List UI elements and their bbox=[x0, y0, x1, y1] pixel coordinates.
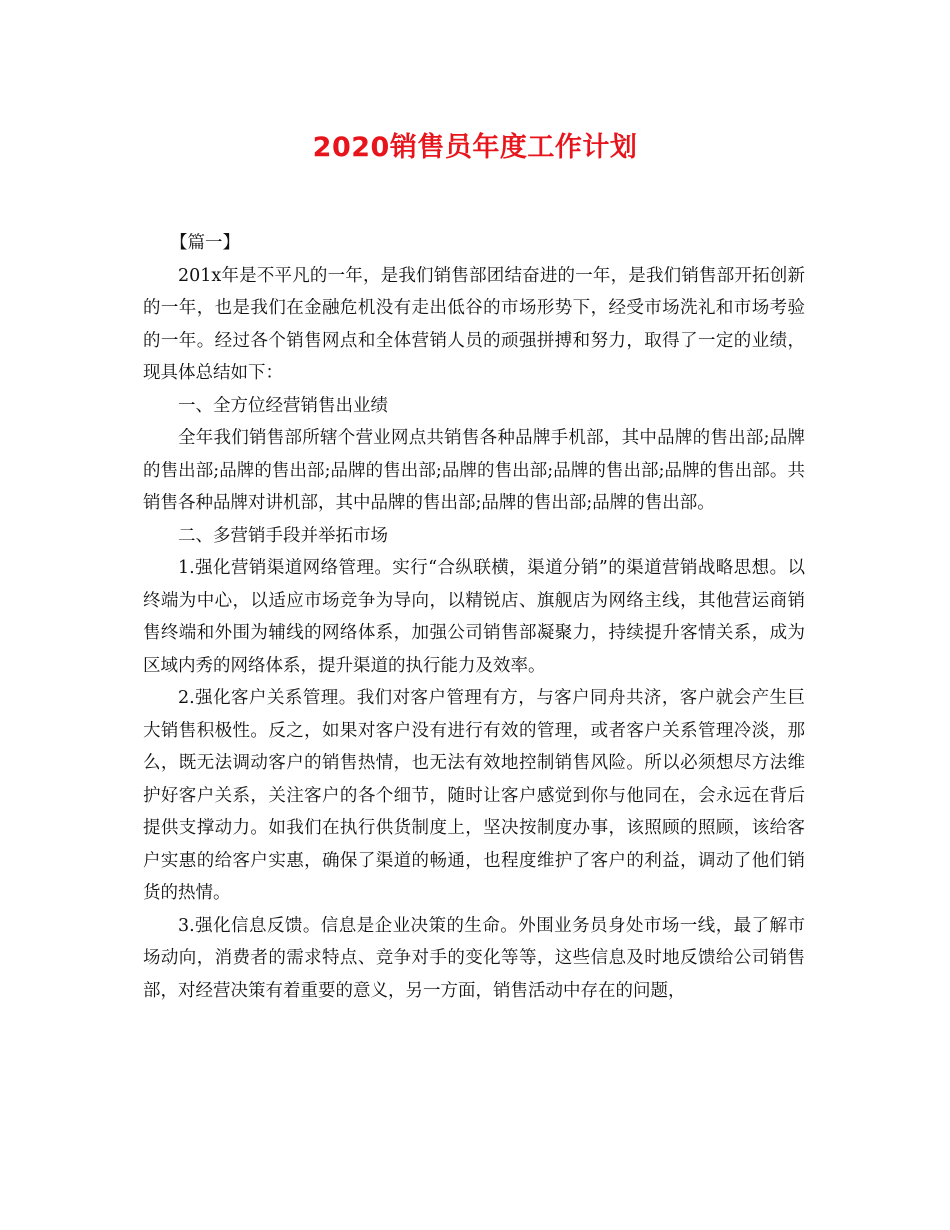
paragraph-intro: 201x年是不平凡的一年，是我们销售部团结奋进的一年，是我们销售部开拓创新的一年，也是我们在金融危机没有走出低谷的市场形势下，经受市场洗礼和市场考验的一年。经过各个销售网点和全体营销人员的顽强拼搏和努力，取得了一定的业绩，现具体总结如下： bbox=[143, 265, 805, 383]
document-title: 2020销售员年度工作计划 bbox=[312, 132, 638, 163]
heading-section-1: 一、全方位经营销售出业绩 bbox=[178, 395, 388, 416]
paragraph-sales-summary: 全年我们销售部所辖个营业网点共销售各种品牌手机部，其中品牌的售出部;品牌的售出部;品牌的售出部;品牌的售出部;品牌的售出部;品牌的售出部;品牌的售出部。共销售各种品牌对讲机部，其中品牌的售出部;品牌的售出部;品牌的售出部。 bbox=[143, 428, 805, 513]
paragraph-item-1: 1.强化营销渠道网络管理。实行“合纵联横，渠道分销”的渠道营销战略思想。以终端为中心，以适应市场竞争为导向，以精锐店、旗舰店为网络主线，其他营运商销售终端和外围为辅线的网络体系，加强公司销售部凝聚力，持续提升客情关系，成为区域内秀的网络体系，提升渠道的执行能力及效率。 bbox=[143, 558, 805, 676]
section-tag: 【篇一】 bbox=[170, 233, 240, 253]
document-body bbox=[143, 227, 805, 1007]
heading-section-2: 二、多营销手段并举拓市场 bbox=[178, 525, 388, 546]
paragraph-item-2: 2.强化客户关系管理。我们对客户管理有方，与客户同舟共济，客户就会产生巨大销售积极性。反之，如果对客户没有进行有效的管理，或者客户关系管理冷淡，那么，既无法调动客户的销售热情，也无法有效地控制销售风险。所以必须想尽方法维护好客户关系，关注客户的各个细节，随时让客户感觉到你与他同在，会永远在背后提供支撑动力。如我们在执行供货制度上，坚决按制度办事，该照顾的照顾，该给客户实惠的给客户实惠，确保了渠道的畅通，也程度维护了客户的利益，调动了他们销货的热情。 bbox=[143, 688, 805, 903]
paragraph-item-3: 3.强化信息反馈。信息是企业决策的生命。外围业务员身处市场一线，最了解市场动向，消费者的需求特点、竞争对手的变化等等，这些信息及时地反馈给公司销售部，对经营决策有着重要的意义，另一方面，销售活动中存在的问题， bbox=[143, 915, 805, 1001]
